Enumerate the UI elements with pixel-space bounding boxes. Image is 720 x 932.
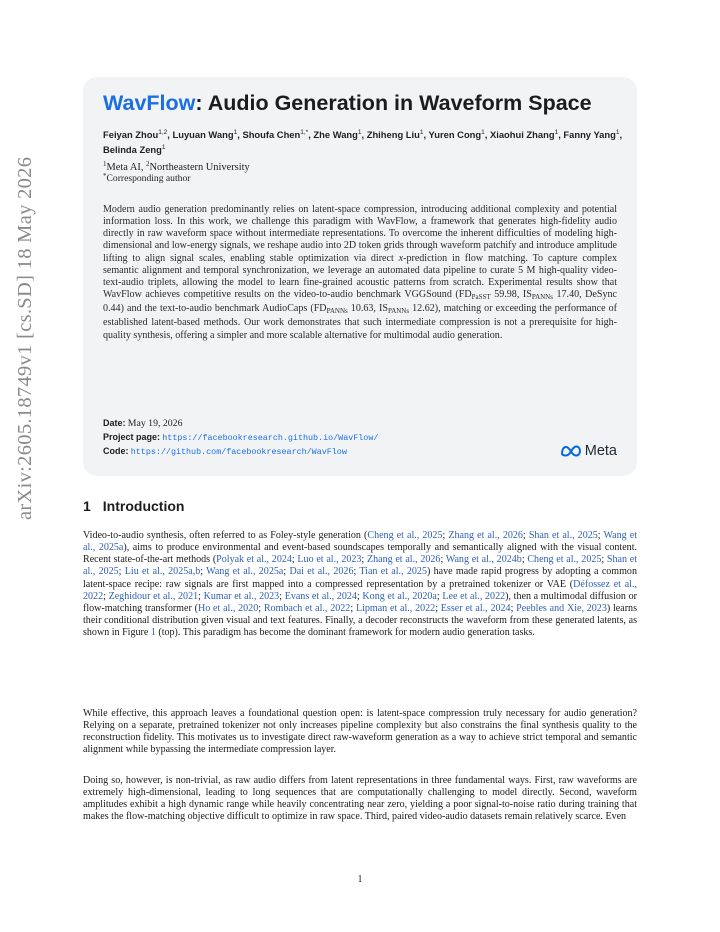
corresponding-text: Corresponding author <box>106 173 191 184</box>
paragraph-text: ; <box>118 566 125 578</box>
citation-link[interactable]: Cheng et al., 2025 <box>367 530 443 541</box>
citation-link[interactable]: Evans et al., 2024 <box>284 590 357 602</box>
citation-link[interactable]: 1 <box>150 627 156 639</box>
date-value: May 19, 2026 <box>127 418 183 429</box>
paragraph-text: ; <box>198 590 204 602</box>
paragraph-text: ; <box>103 590 109 602</box>
citation-link[interactable]: Kumar et al., 2023 <box>203 590 280 602</box>
author-affiliation-marker: 1 <box>554 129 559 136</box>
author-list: Feiyan Zhou$^{1,2}$, Luyuan Wang$^1$, Shoufa Chen$^{1,*}$, Zhe Wang$^1$, Zhiheng Liu$^1$, Yuren Cong$^1$, Xiaohui Zhang$^1$, Fanny Yang$^1$, Belinda Zeng$^1$ <box>103 129 623 155</box>
paragraph-text: ; <box>597 530 604 541</box>
page-number: 1 <box>357 874 363 885</box>
citation-link[interactable]: Shan et al., 2025 <box>83 554 637 578</box>
affiliation-marker: 2 <box>146 160 150 168</box>
paragraph-text: ), aims to produce environmental and event-based soundscapes temporally and semantically aligned with the visual content. Recent state-of-the-art methods ( <box>83 542 638 566</box>
abstract-text: 59.98, IS <box>490 289 532 301</box>
section-number: 1 <box>83 498 91 514</box>
abstract-text: 17.40, DeSync 0.44) and the text-to-audio benchmark AudioCaps (FD <box>103 289 617 315</box>
paragraph-text: ; <box>510 602 517 614</box>
paragraph-text: Video-to-audio synthesis, often referred to as Foley-style generation ( <box>83 530 368 541</box>
citation-link[interactable]: Zhang et al., 2026 <box>366 554 441 566</box>
citation-link[interactable]: Wang et al., 2025a <box>206 566 284 578</box>
author-affiliation-marker: 1 <box>615 129 620 136</box>
citation-link[interactable]: Wang et al., 2024b <box>445 554 522 566</box>
meta-logo-text: Meta <box>584 443 617 459</box>
citation-link[interactable]: Dai et al., 2026 <box>289 566 354 578</box>
project-page-line <box>103 432 378 443</box>
paragraph-text: ; <box>356 590 363 602</box>
paragraph-text: ; <box>440 554 446 566</box>
header-card <box>83 77 637 476</box>
code-line <box>103 446 347 457</box>
title-brand: WavFlow <box>103 91 196 115</box>
abstract-subscript: PANNs <box>387 307 410 316</box>
author-name: Fanny Yang <box>563 129 616 140</box>
project-page-label: Project page: <box>103 432 161 442</box>
paragraph-text: (top). This paradigm has become the dominant framework for modern audio generation tasks. <box>155 627 535 639</box>
introduction-paragraph-2: While effective, this approach leaves a foundational question open: is latent-space compression truly necessary for audio generation? Relying on a separate, pretrained tokenizer not only increases pipeline complexity but also constrains the final synthesis quality to the reconstruction fidelity. This motivates us to investigate direct raw-waveform generation as a way to achieve strict temporal and semantic alignment while bypassing the intermediate compression layer. <box>83 708 637 756</box>
affiliation-meta: Meta AI, <box>106 162 147 173</box>
code-link[interactable]: https://github.com/facebookresearch/WavFlow <box>130 447 347 457</box>
citation-link[interactable]: Lee et al., 2022 <box>442 590 506 602</box>
citation-link[interactable]: Shan et al., 2025 <box>528 530 598 541</box>
date-line <box>103 418 182 429</box>
paragraph-text: ), then a multimodal diffusion or flow-matching transformer ( <box>83 590 637 614</box>
citation-link[interactable]: Zeghidour et al., 2021 <box>108 590 199 602</box>
abstract-subscript: PaSST <box>471 293 491 302</box>
paragraph-text: ; <box>442 530 449 541</box>
abstract-text: 10.63, IS <box>347 303 388 315</box>
code-label: Code: <box>103 446 129 456</box>
author-affiliation-marker: 1 <box>419 129 424 136</box>
paragraph-text: ; <box>350 602 356 614</box>
paragraph-text: ; <box>601 554 607 566</box>
citation-link[interactable]: Tian et al., 2025 <box>359 566 427 578</box>
paragraph-text: ; <box>200 566 207 578</box>
author-name: Feiyan Zhou <box>103 129 159 140</box>
arxiv-identifier-text: arXiv:2605.18749v1 [cs.SD] 18 May 2026 <box>14 156 36 520</box>
author-name: Xiaohui Zhang <box>489 129 555 140</box>
paragraph-text: ; <box>291 554 298 566</box>
introduction-paragraph-1 <box>83 530 637 639</box>
citation-link[interactable]: Défossez et al., 2022 <box>83 578 637 602</box>
section-heading-introduction <box>83 498 184 514</box>
paragraph-text: ) have made rapid progress by adopting a common latent-space recipe: raw signals are first mapped into a compressed representation by a pretrained tokenizer or VAE ( <box>83 566 637 590</box>
author-name: Zhiheng Liu <box>366 129 420 140</box>
abstract-text: 12.62), matching or exceeding the performance of established latent-based methods. Our work demonstrates that such intermediate compression is not a prerequisite for high-quality synthesis, offering a simpler and more scalable alternative for multimodal audio generation. <box>103 303 617 341</box>
meta-logo <box>560 443 617 459</box>
introduction-paragraph-3: Doing so, however, is non-trivial, as raw audio differs from latent representations in three fundamental ways. First, raw waveforms are extremely high-dimensional, leading to long sequences that are computationally challenging to model directly. Second, waveform amplitudes exhibit a high dynamic range while heavily concentrating near zero, yielding a poor signal-to-noise ratio during training that makes the flow-matching objective difficult to optimize in raw space. Third, paired video-audio datasets remain relatively scarce. Even <box>83 775 637 823</box>
author-name: Belinda Zeng <box>103 144 162 155</box>
citation-link[interactable]: Zhang et al., 2026 <box>448 530 523 541</box>
author-affiliation-marker: 1 <box>357 129 362 136</box>
citation-link[interactable]: Cheng et al., 2025 <box>527 554 602 566</box>
abstract-math: x <box>398 252 404 264</box>
abstract-subscript: PANNs <box>326 307 348 316</box>
author-affiliation-marker: 1,2 <box>158 129 168 136</box>
abstract-subscript: PANNs <box>531 293 553 302</box>
citation-link[interactable]: Polyak et al., 2024 <box>216 554 292 566</box>
citation-link[interactable]: Ho et al., 2020 <box>197 602 259 614</box>
title-rest: : Audio Generation in Waveform Space <box>195 91 592 115</box>
paragraph-text: ; <box>258 602 264 614</box>
affiliation-marker: 1 <box>103 160 107 168</box>
paper-title <box>103 91 592 116</box>
paragraph-text: ; <box>361 554 367 566</box>
paragraph-text: ) learns their conditional distribution given visual and text features. Finally, a decoder reconstructs the waveform from these generated latents, as shown in Figure <box>83 602 637 639</box>
citation-link[interactable]: Wang et al., 2025a <box>83 530 638 554</box>
author-name: Yuren Cong <box>428 129 482 140</box>
abstract-text: -prediction in flow matching. To capture complex semantic alignment and temporal synchronization, we leverage an automated data pipeline to curate 5 M high-quality video-text-audio triplets, allowing the model to learn fine-grained acoustic patterns from scratch. Experimental results show that WavFlow achieves competitive results on the video-to-audio benchmark VGGSound (FD <box>103 252 617 301</box>
arxiv-identifier-stamp <box>14 156 36 540</box>
section-title: Introduction <box>102 498 185 514</box>
paragraph-text: ; <box>435 602 441 614</box>
author-affiliation-marker: 1 <box>233 129 238 136</box>
date-label: Date: <box>103 418 126 428</box>
corresponding-author-note <box>103 172 190 184</box>
meta-infinity-icon <box>560 445 582 457</box>
paragraph-text: ; <box>521 554 528 566</box>
author-affiliation-marker: 1 <box>481 129 485 136</box>
corresponding-marker: * <box>103 172 107 180</box>
citation-link[interactable]: Liu et al., 2025a,b <box>124 566 201 578</box>
citation-link[interactable]: Lipman et al., 2022 <box>355 602 436 614</box>
abstract <box>103 204 617 342</box>
author-name: Zhe Wang <box>313 129 358 140</box>
paragraph-text: ; <box>436 590 443 602</box>
author-affiliation-marker: 1,* <box>300 129 309 136</box>
author-name: Luyuan Wang <box>172 129 234 140</box>
citation-link[interactable]: Esser et al., 2024 <box>440 602 511 614</box>
paragraph-text: ; <box>283 566 290 578</box>
author-name: Shoufa Chen <box>242 129 301 140</box>
paragraph-text: ; <box>279 590 285 602</box>
citation-link[interactable]: Kong et al., 2020a <box>362 590 437 602</box>
citation-link[interactable]: Luo et al., 2023 <box>297 554 362 566</box>
affiliation-northeastern: Northeastern University <box>149 162 250 173</box>
citation-link[interactable]: Peebles and Xie, 2023 <box>516 602 607 614</box>
paragraph-text: ; <box>522 530 529 541</box>
project-page-link[interactable]: https://facebookresearch.github.io/WavFlow/ <box>162 433 379 443</box>
paragraph-text: ; <box>353 566 360 578</box>
citation-link[interactable]: Rombach et al., 2022 <box>263 602 351 614</box>
author-affiliation-marker: 1 <box>161 144 166 151</box>
abstract-text: Modern audio generation predominantly relies on latent-space compression, introducing additional complexity and potential information loss. In this work, we challenge this paradigm with WavFlow, a framework that generates high-fidelity audio directly in raw waveform space without intermediate representations. To overcome the inherent difficulties of modeling high-dimensional and low-energy signals, we reshape audio into 2D token grids through waveform patchify and introduce amplitude lifting to align signal scales, enabling stable optimization via direct <box>103 204 617 264</box>
